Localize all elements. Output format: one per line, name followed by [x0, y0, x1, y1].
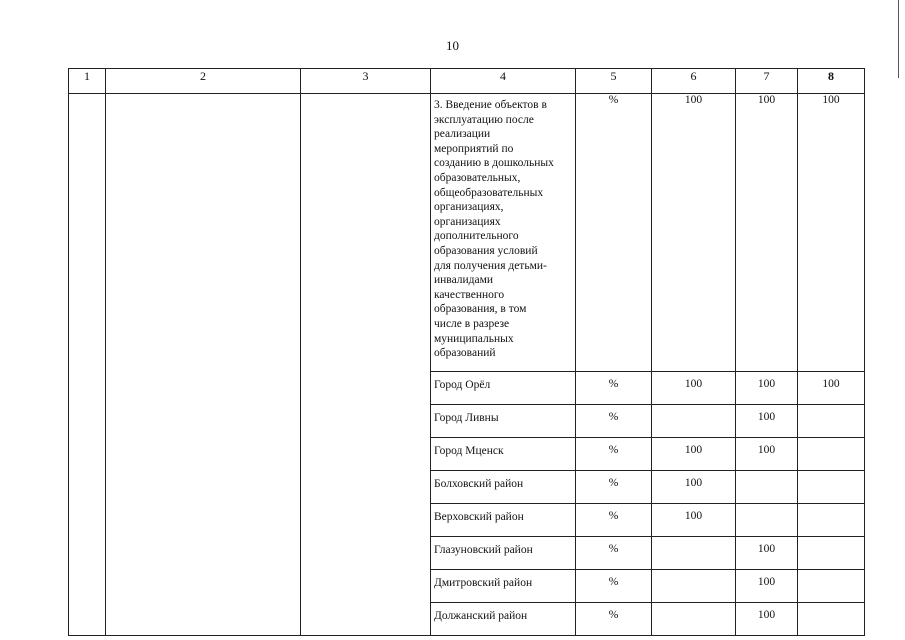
region-unit: %	[576, 438, 652, 471]
region-value-col6	[652, 405, 736, 438]
region-value-col8	[798, 504, 865, 537]
page-number: 10	[446, 38, 459, 53]
region-unit: %	[576, 537, 652, 570]
region-value-col8	[798, 471, 865, 504]
indicator-row	[69, 94, 865, 372]
column-3-cell	[301, 94, 431, 636]
region-unit: %	[576, 603, 652, 636]
column-header-7: 7	[736, 69, 798, 94]
region-unit: %	[576, 570, 652, 603]
region-value-col8: 100	[798, 372, 865, 405]
indicator-value-col8: 100	[798, 94, 865, 372]
region-name: Должанский район	[431, 603, 576, 636]
column-header-3: 3	[301, 69, 431, 94]
region-value-col6: 100	[652, 504, 736, 537]
region-value-col7: 100	[736, 603, 798, 636]
region-name: Дмитровский район	[431, 570, 576, 603]
region-value-col6	[652, 537, 736, 570]
region-value-col7: 100	[736, 438, 798, 471]
region-name: Город Орёл	[431, 372, 576, 405]
region-value-col6: 100	[652, 471, 736, 504]
region-value-col8	[798, 537, 865, 570]
indicator-table	[68, 68, 865, 636]
column-header-1: 1	[69, 69, 106, 94]
region-value-col8	[798, 405, 865, 438]
column-header-6: 6	[652, 69, 736, 94]
region-value-col6: 100	[652, 372, 736, 405]
column-1-cell	[69, 94, 106, 636]
region-name: Город Ливны	[431, 405, 576, 438]
region-value-col8	[798, 438, 865, 471]
column-number-header-row	[69, 69, 865, 94]
column-header-2: 2	[106, 69, 301, 94]
region-value-col7: 100	[736, 537, 798, 570]
region-value-col7: 100	[736, 372, 798, 405]
region-value-col7	[736, 504, 798, 537]
indicator-value-col6: 100	[652, 94, 736, 372]
region-name: Глазуновский район	[431, 537, 576, 570]
region-name: Верховский район	[431, 504, 576, 537]
column-header-4: 4	[431, 69, 576, 94]
region-value-col7	[736, 471, 798, 504]
region-value-col7: 100	[736, 570, 798, 603]
indicator-name: 3. Введение объектов в эксплуатацию после реализации мероприятий по созданию в дошкольных образовательных, общеобразовательных организациях, организациях дополнительного образования условий для получения детьми- инвалидами качественного образования, в том числе в разрезе муниципальных образований	[431, 94, 576, 372]
indicator-unit: %	[576, 94, 652, 372]
region-value-col8	[798, 603, 865, 636]
column-header-5: 5	[576, 69, 652, 94]
region-value-col6: 100	[652, 438, 736, 471]
region-value-col7: 100	[736, 405, 798, 438]
region-value-col6	[652, 570, 736, 603]
region-value-col8	[798, 570, 865, 603]
region-unit: %	[576, 372, 652, 405]
region-name: Болховский район	[431, 471, 576, 504]
region-unit: %	[576, 405, 652, 438]
region-name: Город Мценск	[431, 438, 576, 471]
region-unit: %	[576, 471, 652, 504]
scan-edge-line	[898, 0, 899, 78]
indicator-value-col7: 100	[736, 94, 798, 372]
column-header-8: 8	[798, 69, 865, 94]
region-unit: %	[576, 504, 652, 537]
column-2-cell	[106, 94, 301, 636]
region-value-col6	[652, 603, 736, 636]
